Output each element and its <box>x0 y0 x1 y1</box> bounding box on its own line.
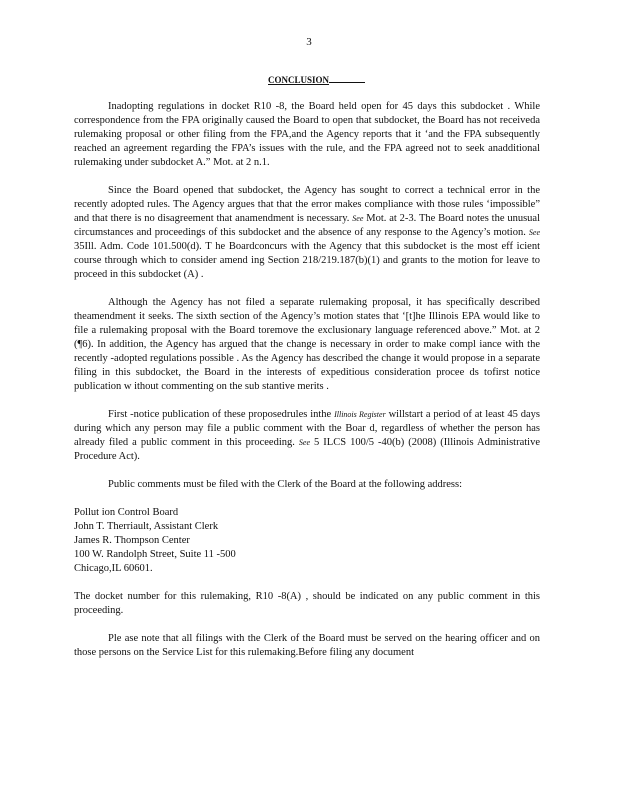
paragraph-subdocket-history: Inadopting regulations in docket R10 -8, the Board held open for 45 days this subdocket . While correspondence from the FPA originally caused the Board to open that subdocket, the Board has not receiveda rulemaking proposal or other filing from the FPA,and the Agency reports that it ‘and the FPA subsequently reached an agreement regarding the FPA’s issues with the rule, and the FPA agreed not to seek anadditional rulemaking under subdocket A.” Mot. at 2 n.1. <box>74 101 540 168</box>
address-line: Chicago,IL 60601. <box>74 563 153 574</box>
citation-signal: See <box>528 228 540 237</box>
paragraph-public-comments: Public comments must be filed with the Clerk of the Board at the following address: <box>108 479 463 490</box>
paragraph-text: 5 ILCS 100/5 -40(b) (2008) (Illinois Administrative Procedure Act). <box>74 437 540 462</box>
paragraph-text: Since the Board opened that subdocket, the Agency has sought to correct a technical error in the recently adopted rules. The Agency argues that that the error makes compliance with those rules ‘impossible” and that there is no disagreement that anamendment is necessary. <box>74 185 540 224</box>
page-number: 3 <box>306 36 312 48</box>
citation-signal: See <box>298 438 311 447</box>
paragraph-text: Mot. at 2-3. The Board notes the unusual circumstances and proceedings of this subdocket and the absence of any response to the Agency’s motion. <box>74 213 541 238</box>
address-line: John T. Therriault, Assistant Clerk <box>74 521 219 532</box>
paragraph-text: willstart a period of at least 45 days during which any person may file a public comment with the Boar d, regardless of whether the person has already filed a public comment in this proceeding. <box>74 409 540 448</box>
paragraph-filings: Ple ase note that all filings with the Clerk of the Board must be served on the hearing officer and on those persons on the Service List for this rulemaking.Before filing any document <box>74 633 540 658</box>
address-line: 100 W. Randolph Street, Suite 11 -500 <box>74 549 236 560</box>
paragraph-first-notice <box>74 408 540 464</box>
paragraph-text: 35Ill. Adm. Code 101.500(d). T he Boardconcurs with the Agency that this subdocket is the most eff icient course through which to consider amend ing Section 218/219.187(b)(1) and grants to the motion for leave to proceed in this subdocket (A) . <box>74 241 540 280</box>
mailing-address <box>74 506 540 576</box>
address-line: James R. Thompson Center <box>74 535 190 546</box>
journal-title: Illinois Register <box>334 410 386 419</box>
paragraph-text: First -notice publication of these proposedrules inthe <box>108 409 335 420</box>
paragraph-technical-error <box>74 184 540 282</box>
paragraph-docket-number: The docket number for this rulemaking, R10 -8(A) , should be indicated on any public comment in this proceeding. <box>74 591 540 616</box>
address-line: Pollut ion Control Board <box>74 507 179 518</box>
document-body <box>74 100 540 674</box>
citation-signal: See <box>352 214 364 223</box>
section-heading: CONCLUSION <box>268 75 365 85</box>
paragraph-amendment: Although the Agency has not filed a separate rulemaking proposal, it has specifically described theamendment it seeks. The sixth section of the Agency’s motion states that ‘[t]he Illinois EPA would like to file a rulemaking proposal with the Board toremove the exclusionary language referenced above.” Mot. at 2 (¶6). In addition, the Agency has argued that the change is necessary in order to make compl iance with the recently -adopted regulations possible . As the Agency has described the change it would propose in a separate filing in this subdocket, the Board in the interests of expeditious consideration procee ds tofirst notice publication w ithout commenting on the sub stantive merits . <box>74 297 540 392</box>
